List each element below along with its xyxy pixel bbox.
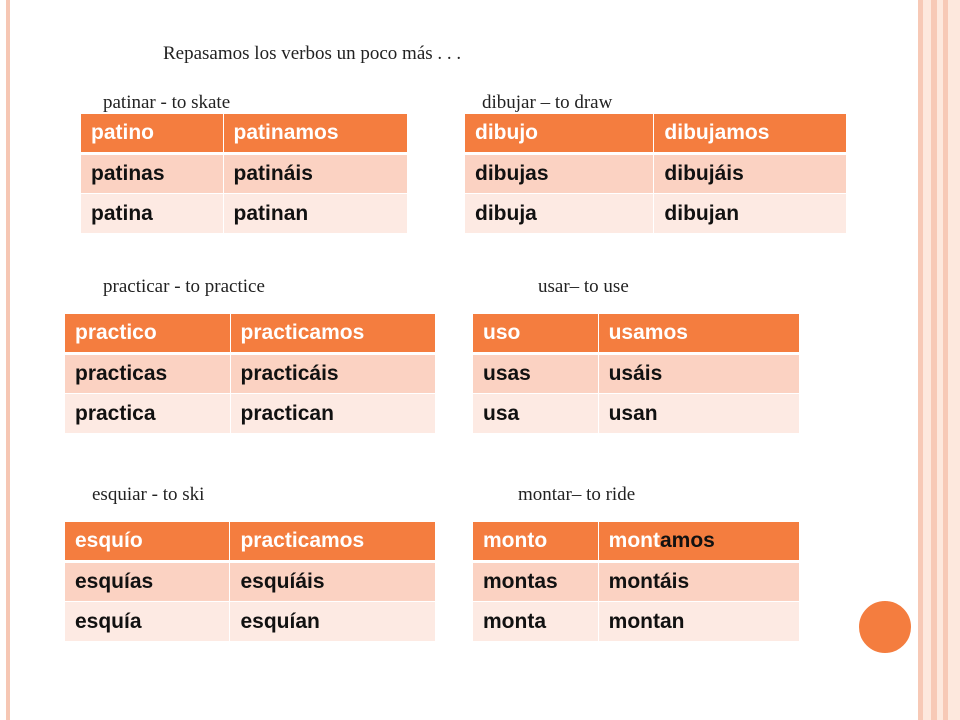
table-cell: monto <box>473 522 599 562</box>
table-row <box>65 522 436 562</box>
table-cell: monta <box>473 602 599 642</box>
table-cell: usa <box>473 394 599 434</box>
table-cell: practicamos <box>230 314 435 354</box>
table-cell: patina <box>81 194 224 234</box>
table-row <box>465 154 847 194</box>
table-row <box>473 354 800 394</box>
table-cell: usas <box>473 354 599 394</box>
table-cell: practico <box>65 314 231 354</box>
conjugation-table-montar <box>472 521 800 642</box>
table-cell: montas <box>473 562 599 602</box>
caption-montar: montar– to ride <box>518 484 636 505</box>
table-row <box>65 354 436 394</box>
table-row <box>473 314 800 354</box>
table-cell: usáis <box>598 354 799 394</box>
table-cell: esquía <box>65 602 230 642</box>
caption-practicar: practicar - to practice <box>103 276 265 297</box>
slide-title: Repasamos los verbos un poco más . . . <box>163 43 462 64</box>
conjugation-table-esquiar <box>64 521 436 642</box>
table-cell: montan <box>598 602 799 642</box>
table-cell: dibujo <box>465 114 654 154</box>
conjugation-table-dibujar <box>464 113 847 234</box>
table-cell: patinan <box>223 194 407 234</box>
table-cell: dibujan <box>654 194 847 234</box>
caption-patinar: patinar - to skate <box>103 92 231 113</box>
verb-ending-highlight: amos <box>660 529 715 552</box>
decorative-stripe <box>923 0 931 720</box>
table-row <box>473 394 800 434</box>
table-row <box>465 194 847 234</box>
table-cell: practicamos <box>230 522 436 562</box>
caption-usar: usar– to use <box>538 276 629 297</box>
conjugation-table-patinar <box>80 113 408 234</box>
table-cell: usamos <box>598 314 799 354</box>
table-cell: uso <box>473 314 599 354</box>
table-cell: practicas <box>65 354 231 394</box>
table-cell: dibuja <box>465 194 654 234</box>
table-cell: practican <box>230 394 435 434</box>
table-row <box>81 114 408 154</box>
table-row <box>465 114 847 154</box>
table-row <box>65 314 436 354</box>
table-cell: esquías <box>65 562 230 602</box>
table-cell-montamos <box>598 522 799 562</box>
table-cell: patináis <box>223 154 407 194</box>
table-row <box>65 394 436 434</box>
table-row <box>473 562 800 602</box>
table-cell: practica <box>65 394 231 434</box>
table-cell: esquían <box>230 602 436 642</box>
decorative-stripe <box>948 0 960 720</box>
table-cell: dibujamos <box>654 114 847 154</box>
table-row <box>65 562 436 602</box>
table-row <box>65 602 436 642</box>
table-cell: dibujas <box>465 154 654 194</box>
table-row <box>81 194 408 234</box>
decorative-circle <box>856 598 914 656</box>
left-border-line <box>6 0 10 720</box>
table-cell: practicáis <box>230 354 435 394</box>
conjugation-table-practicar <box>64 313 436 434</box>
table-cell: montáis <box>598 562 799 602</box>
table-cell: esquío <box>65 522 230 562</box>
caption-esquiar: esquiar - to ski <box>92 484 205 505</box>
table-cell: patinamos <box>223 114 407 154</box>
conjugation-table-usar <box>472 313 800 434</box>
table-row <box>473 602 800 642</box>
table-cell: usan <box>598 394 799 434</box>
table-cell: patinas <box>81 154 224 194</box>
verb-stem: mont <box>608 529 660 552</box>
table-cell: esquíáis <box>230 562 436 602</box>
table-row <box>81 154 408 194</box>
caption-dibujar: dibujar – to draw <box>482 92 613 113</box>
table-row <box>473 522 800 562</box>
table-cell: patino <box>81 114 224 154</box>
table-cell: dibujáis <box>654 154 847 194</box>
